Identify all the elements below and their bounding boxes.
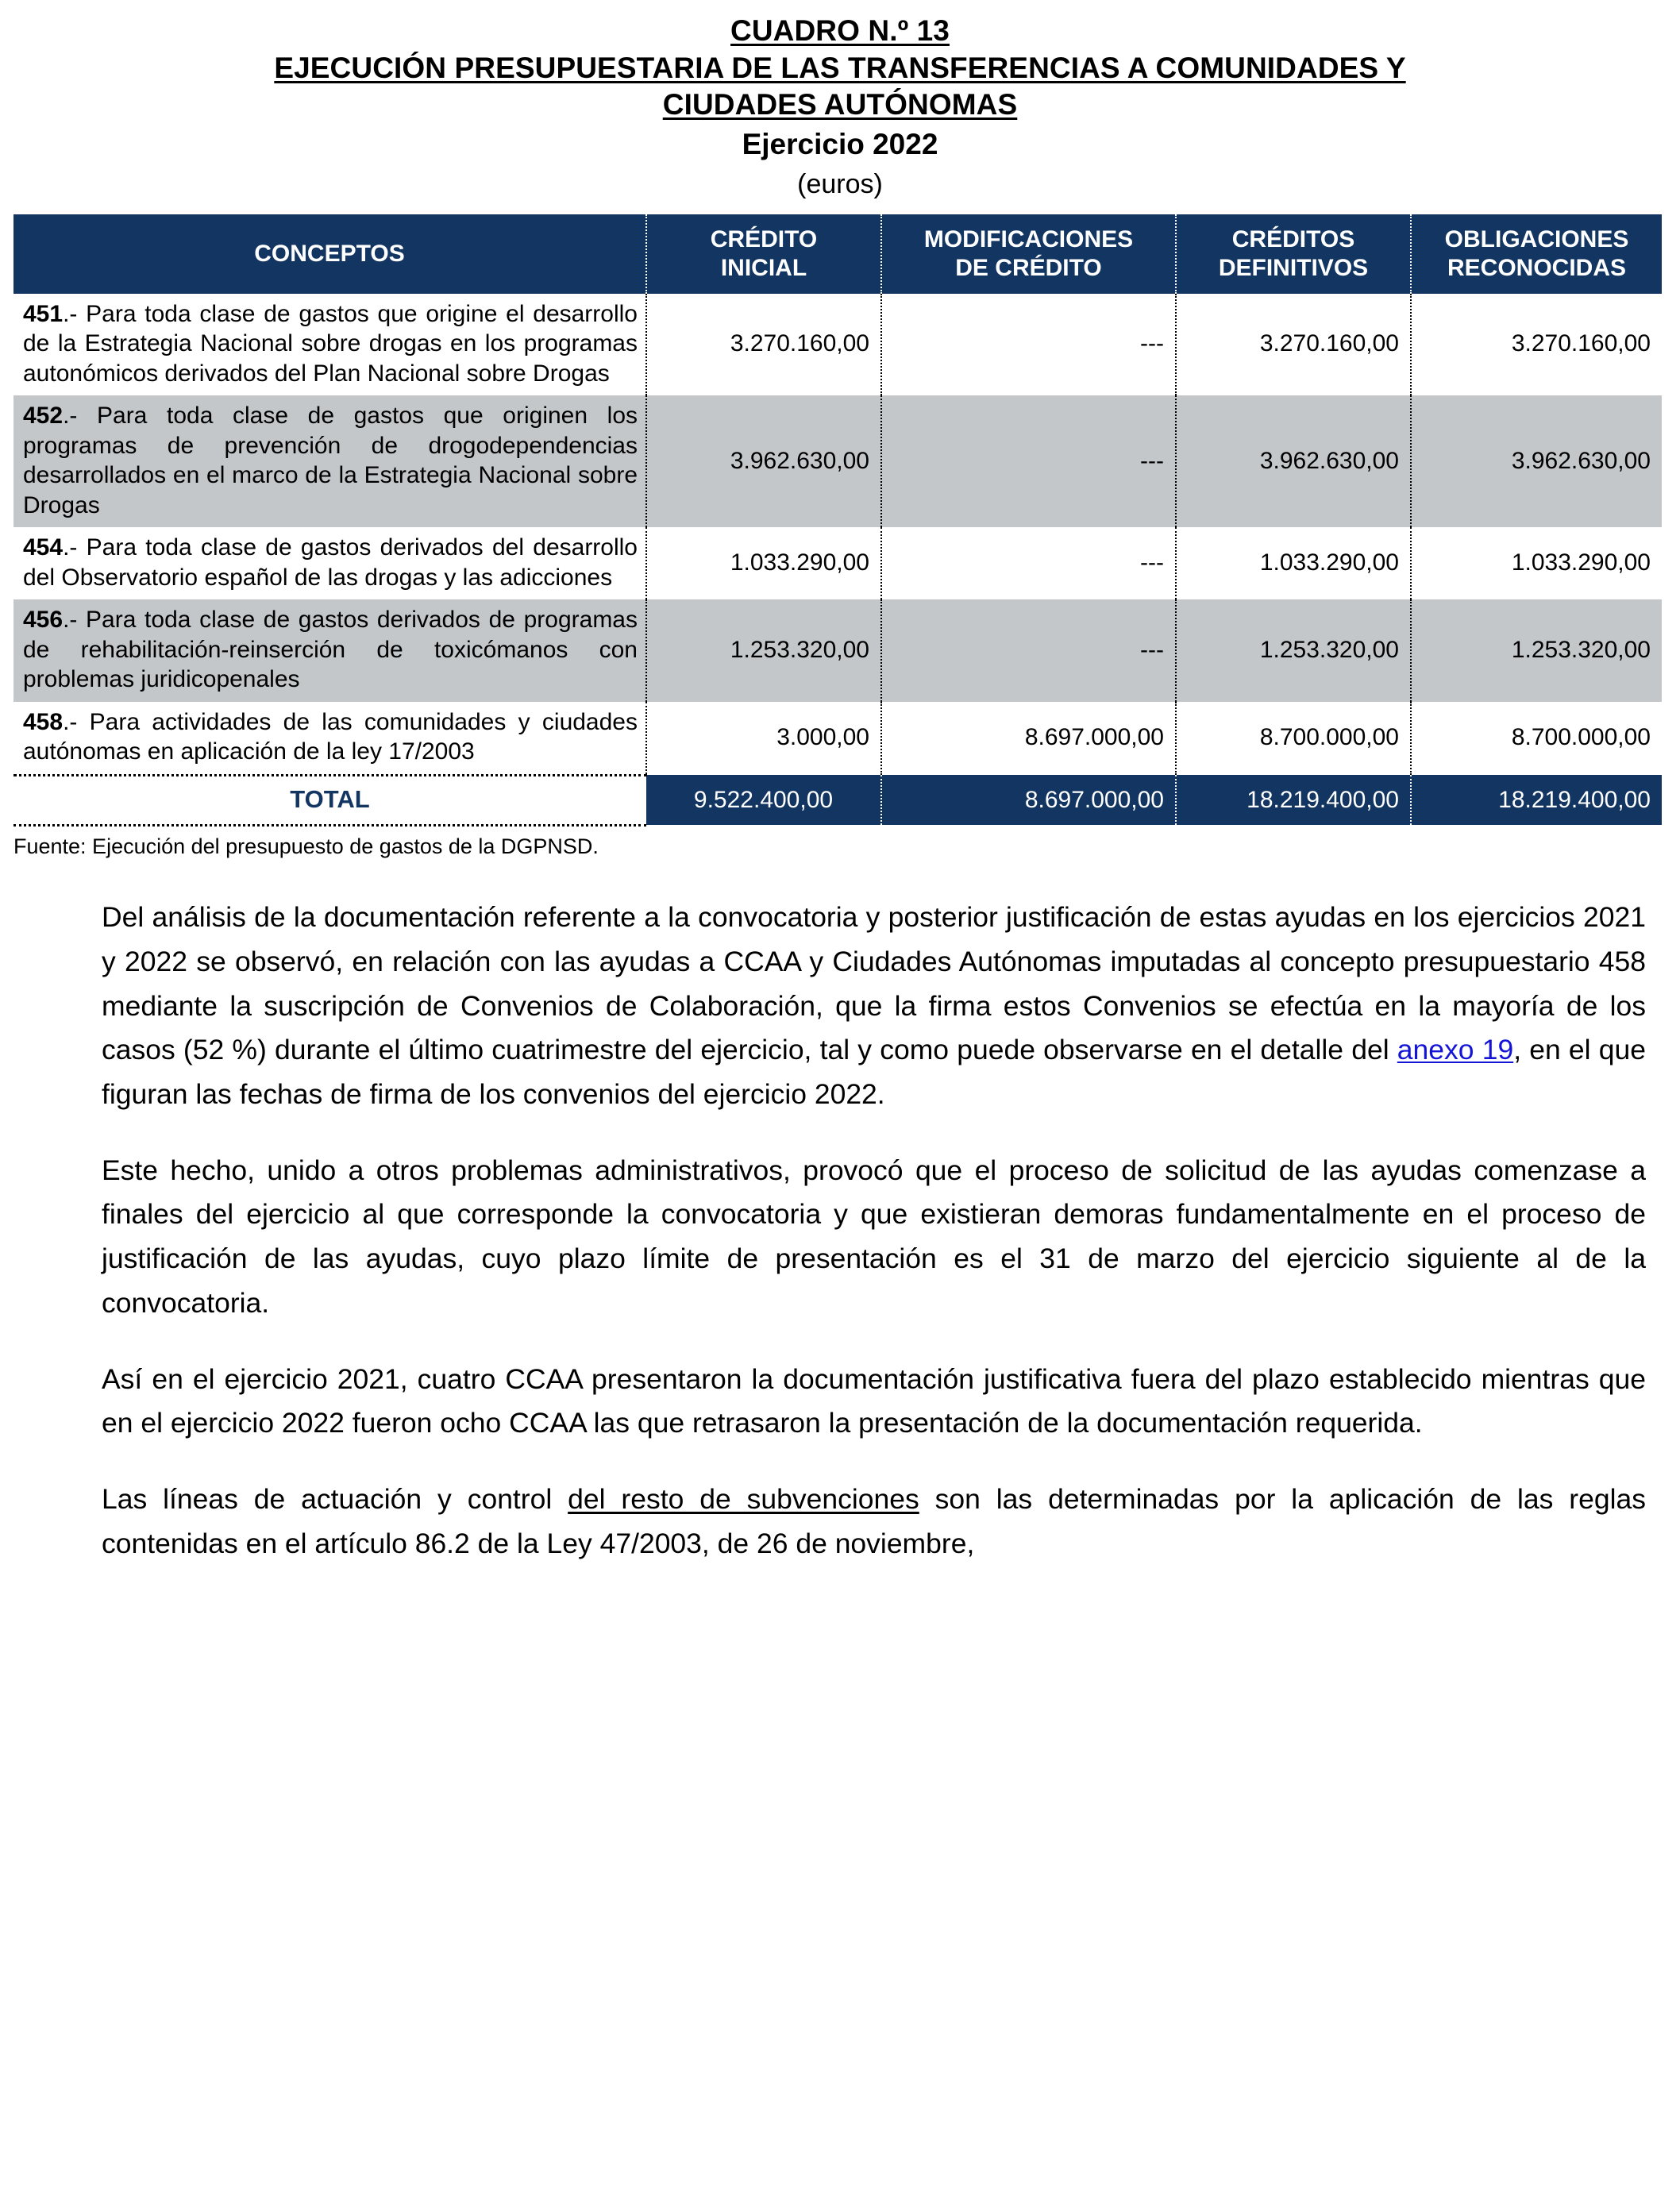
budget-execution-table	[13, 214, 1662, 826]
total-modificaciones: 8.697.000,00	[881, 775, 1176, 825]
table-row	[13, 527, 1662, 599]
cell-credito-inicial-454: 1.033.290,00	[646, 527, 881, 599]
cell-obligaciones-452: 3.962.630,00	[1411, 395, 1662, 527]
column-header-modificaciones-line2: DE CRÉDITO	[955, 254, 1102, 281]
column-header-obligaciones-line1: OBLIGACIONES	[1444, 226, 1629, 253]
column-header-creditos-definitivos-line1: CRÉDITOS	[1231, 226, 1355, 253]
budget-table-container	[13, 214, 1662, 826]
row-concept-452	[13, 395, 646, 527]
cell-credito-inicial-452: 3.962.630,00	[646, 395, 881, 527]
paragraph-4	[102, 1478, 1646, 1566]
source-note: Fuente: Ejecución del presupuesto de gastos de la DGPNSD.	[13, 834, 599, 858]
cell-creditos-definitivos-454: 1.033.290,00	[1176, 527, 1411, 599]
total-creditos-definitivos: 18.219.400,00	[1176, 775, 1411, 825]
column-header-modificaciones-line1: MODIFICACIONES	[923, 226, 1134, 253]
paragraph-4-part-a: Las líneas de actuación y control	[102, 1483, 568, 1516]
concept-text-454: .- Para toda clase de gastos derivados del desarrollo del Observatorio español de las drogas y las adicciones	[23, 534, 638, 591]
paragraph-1-part-b: , en el que figuran las fechas de firma de los convenios del ejercicio 2022.	[102, 1034, 1646, 1110]
total-obligaciones: 18.219.400,00	[1411, 775, 1662, 825]
document-title-block	[0, 0, 1680, 202]
column-header-conceptos	[13, 214, 646, 294]
cell-credito-inicial-456: 1.253.320,00	[646, 599, 881, 702]
table-row	[13, 599, 1662, 702]
column-header-credito-inicial	[646, 214, 881, 294]
document-main-title-line1-text: EJECUCIÓN PRESUPUESTARIA DE LAS TRANSFERENCIAS A COMUNIDADES Y	[274, 51, 1406, 84]
paragraph-2: Este hecho, unido a otros problemas administrativos, provocó que el proceso de solicitud de las ayudas comenzase a finales del ejercicio al que corresponde la convocatoria y que existieran demoras fundamentalmente en el proceso de justificación de las ayudas, cuyo plazo límite de presentación es el 31 de marzo del ejercicio siguiente al de la convocatoria.	[102, 1154, 1646, 1319]
cell-credito-inicial-458: 3.000,00	[646, 702, 881, 776]
cell-creditos-definitivos-456: 1.253.320,00	[1176, 599, 1411, 702]
cell-modificaciones-454: ---	[881, 527, 1176, 599]
concept-code-452: 452	[23, 403, 64, 430]
cell-creditos-definitivos-458: 8.700.000,00	[1176, 702, 1411, 776]
total-label: TOTAL	[13, 775, 646, 825]
cell-credito-inicial-451: 3.270.160,00	[646, 294, 881, 396]
cell-modificaciones-452: ---	[881, 395, 1176, 527]
table-number-title-text: CUADRO N.º 13	[730, 14, 950, 47]
table-row	[13, 702, 1662, 776]
table-number-title	[0, 13, 1680, 50]
paragraph-4-emphasis: del resto de subvenciones	[568, 1483, 919, 1516]
document-units-label: (euros)	[797, 168, 883, 199]
paragraph-1-part-a: Del análisis de la documentación referente a la convocatoria y posterior justificación de estas ayudas en los ejercicios 2021 y 2022 se observó, en relación con las ayudas a CCAA y Ciudades Autónomas imputadas al concepto presupuestario 458 mediante la suscripción de Convenios de Colaboración, que la firma estos Convenios se efectúa en la mayoría de los casos (52 %) durante el último cuatrimestre del ejercicio, tal y como puede observarse en el detalle del	[102, 901, 1646, 1066]
document-subtitle: Ejercicio 2022	[742, 127, 938, 160]
paragraph-1	[102, 896, 1646, 1117]
cell-creditos-definitivos-451: 3.270.160,00	[1176, 294, 1411, 396]
cell-creditos-definitivos-452: 3.962.630,00	[1176, 395, 1411, 527]
paragraph-3: Así en el ejercicio 2021, cuatro CCAA presentaron la documentación justificativa fuera del plazo establecido mientras que en el ejercicio 2022 fueron ocho CCAA las que retrasaron la presentación de la documentación requerida.	[102, 1362, 1646, 1439]
cell-modificaciones-451: ---	[881, 294, 1176, 396]
paragraph-4-part-b: son las determinadas por la aplicación de las reglas contenidas en el artículo 86.2 de la Ley 47/2003, de 26 de noviembre,	[102, 1483, 1646, 1559]
document-main-title-line1	[0, 50, 1680, 87]
cell-obligaciones-454: 1.033.290,00	[1411, 527, 1662, 599]
document-main-title-line2	[0, 87, 1680, 124]
column-header-obligaciones	[1411, 214, 1662, 294]
concept-code-456: 456	[23, 607, 64, 634]
table-row	[13, 294, 1662, 396]
table-total-row	[13, 775, 1662, 825]
cell-obligaciones-456: 1.253.320,00	[1411, 599, 1662, 702]
cell-modificaciones-456: ---	[881, 599, 1176, 702]
row-concept-451	[13, 294, 646, 396]
cell-obligaciones-451: 3.270.160,00	[1411, 294, 1662, 396]
concept-code-451: 451	[23, 300, 64, 327]
column-header-obligaciones-line2: RECONOCIDAS	[1447, 254, 1626, 281]
table-header-row	[13, 214, 1662, 294]
table-row	[13, 395, 1662, 527]
total-credito-inicial: 9.522.400,00	[646, 775, 881, 825]
cell-obligaciones-458: 8.700.000,00	[1411, 702, 1662, 776]
row-concept-456	[13, 599, 646, 702]
concept-text-456: .- Para toda clase de gastos derivados de programas de rehabilitación-reinserción de toxicómanos con problemas juridicopenales	[23, 607, 638, 693]
column-header-creditos-definitivos-line2: DEFINITIVOS	[1218, 254, 1369, 281]
column-header-credito-inicial-line2: INICIAL	[720, 254, 807, 281]
document-main-title-line2-text: CIUDADES AUTÓNOMAS	[662, 88, 1018, 121]
concept-text-451: .- Para toda clase de gastos que origine el desarrollo de la Estrategia Nacional sobre drogas en los programas autonómicos derivados del Plan Nacional sobre Drogas	[23, 300, 638, 387]
row-concept-454	[13, 527, 646, 599]
column-header-creditos-definitivos	[1176, 214, 1411, 294]
concept-code-458: 458	[23, 708, 64, 735]
table-header	[13, 214, 1662, 294]
document-body	[102, 896, 1646, 1566]
concept-text-452: .- Para toda clase de gastos que originen los programas de prevención de drogodependencias desarrollados en el marco de la Estrategia Nacional sobre Drogas	[23, 403, 638, 518]
row-concept-458	[13, 702, 646, 776]
column-header-modificaciones	[881, 214, 1176, 294]
cell-modificaciones-458: 8.697.000,00	[881, 702, 1176, 776]
column-header-conceptos-line1: CONCEPTOS	[254, 240, 405, 267]
anexo-19-link[interactable]: anexo 19	[1397, 1034, 1514, 1066]
concept-code-454: 454	[23, 534, 64, 561]
column-header-credito-inicial-line1: CRÉDITO	[710, 226, 818, 253]
concept-text-458: .- Para actividades de las comunidades y ciudades autónomas en aplicación de la ley 17/2003	[23, 708, 638, 765]
table-body	[13, 294, 1662, 825]
